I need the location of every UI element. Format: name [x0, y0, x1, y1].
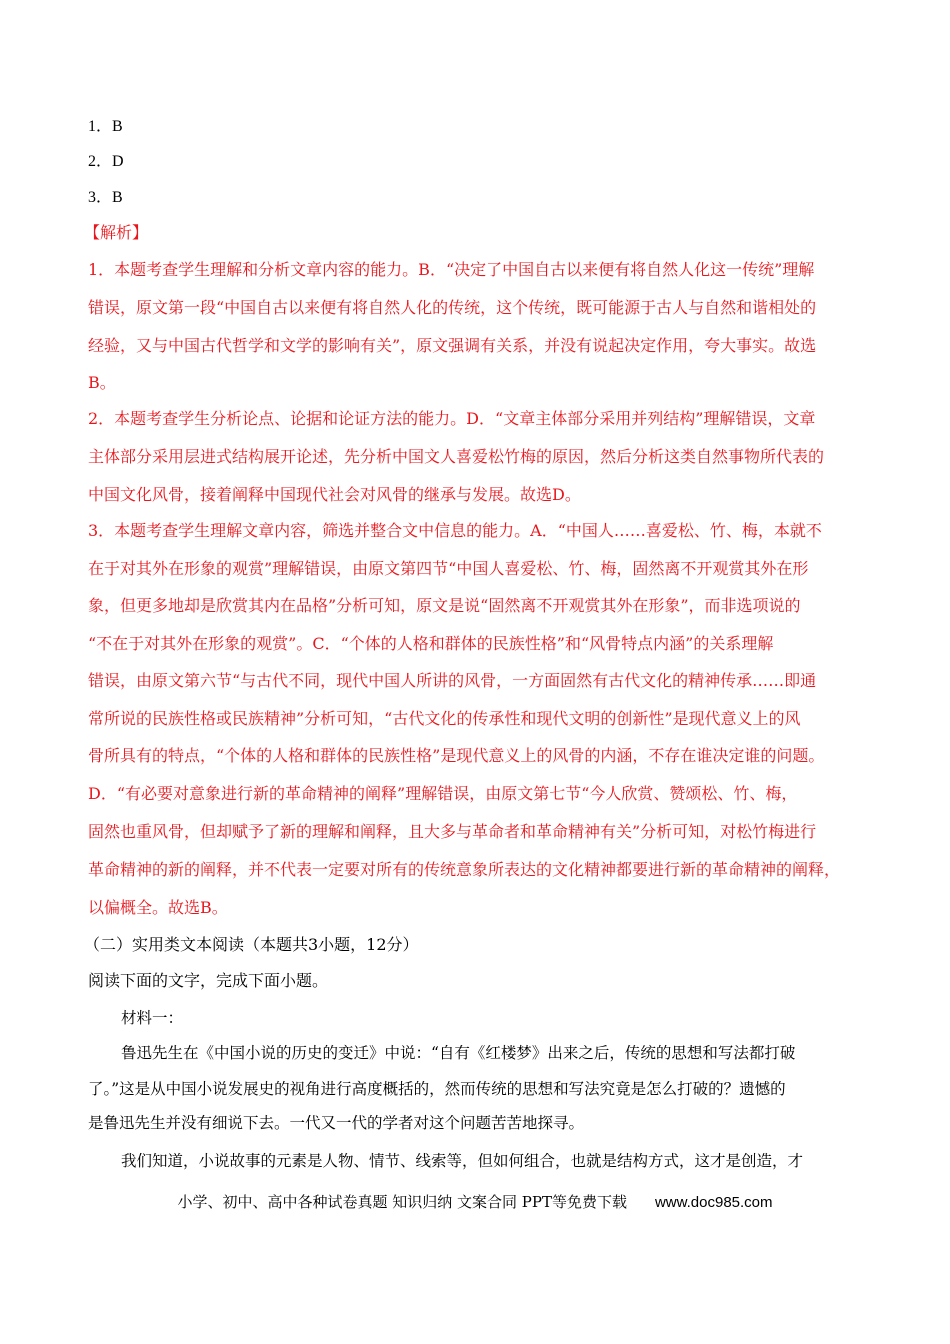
analysis-line: 中国文化风骨，接着阐释中国现代社会对风骨的继承与发展。故选D。: [88, 485, 581, 504]
answer-2: 2．D: [88, 153, 124, 170]
analysis-line: 错误，由原文第六节“与古代不同，现代中国人所讲的风骨，一方面固然有古代文化的精神传承……即通: [88, 671, 817, 690]
material-paragraph-line: 了。”这是从中国小说发展史的视角进行高度概括的，然而传统的思想和写法究竟是怎么打破的？遗憾的: [88, 1080, 786, 1098]
analysis-line: 以偏概全。故选B。: [88, 898, 228, 917]
analysis-heading: 【解析】: [84, 223, 149, 242]
analysis-line: 1．本题考查学生理解和分析文章内容的能力。B．“决定了中国自古以来便有将自然人化这一传统”理解: [88, 260, 815, 279]
analysis-line: 骨所具有的特点，“个体的人格和群体的民族性格”是现代意义上的风骨的内涵，不存在谁决定谁的问题。: [88, 746, 825, 765]
analysis-line: 在于对其外在形象的观赏”理解错误，由原文第四节“中国人喜爱松、竹、梅，固然离不开观赏其外在形: [88, 559, 809, 578]
section-heading: （二）实用类文本阅读（本题共3小题，12分）: [84, 935, 419, 954]
material-label: 材料一：: [121, 1009, 184, 1027]
analysis-line: 象，但更多地却是欣赏其内在品格”分析可知，原文是说“固然离不开观赏其外在形象”，而非选项说的: [88, 596, 801, 615]
analysis-line: “不在于对其外在形象的观赏”。C．“个体的人格和群体的民族性格”和“风骨特点内涵”的关系理解: [88, 634, 774, 653]
footer-text: 小学、初中、高中各种试卷真题 知识归纳 文案合同 PPT等免费下载: [177, 1193, 627, 1211]
analysis-line: D．“有必要对意象进行新的革命精神的阐释”理解错误，由原文第七节“今人欣赏、赞颂松、竹、梅，: [88, 784, 798, 803]
analysis-line: 主体部分采用层进式结构展开论述，先分析中国文人喜爱松竹梅的原因，然后分析这类自然事物所代表的: [88, 447, 825, 466]
analysis-line: 错误，原文第一段“中国自古以来便有将自然人化的传统，这个传统，既可能源于古人与自然和谐相处的: [88, 298, 817, 317]
analysis-line: 革命精神的新的阐释，并不代表一定要对所有的传统意象所表达的文化精神都要进行新的革命精神的阐释，: [88, 860, 841, 879]
page-footer: [0, 1191, 950, 1212]
footer-link[interactable]: www.doc985.com: [654, 1194, 773, 1211]
analysis-line: 常所说的民族性格或民族精神”分析可知，“古代文化的传承性和现代文明的创新性”是现代意义上的风: [88, 709, 801, 728]
material-paragraph-line: 是鲁迅先生并没有细说下去。一代又一代的学者对这个问题苦苦地探寻。: [88, 1114, 585, 1132]
analysis-line: 经验，又与中国古代哲学和文学的影响有关”，原文强调有关系，并没有说起决定作用，夸大事实。故选: [88, 336, 817, 355]
instruction-text: 阅读下面的文字，完成下面小题。: [88, 971, 329, 990]
analysis-line: 固然也重风骨，但却赋予了新的理解和阐释，且大多与革命者和革命精神有关”分析可知，对松竹梅进行: [88, 822, 817, 841]
material-paragraph-line: 我们知道，小说故事的元素是人物、情节、线索等，但如何组合，也就是结构方式，这才是创造，才: [121, 1152, 804, 1170]
material-paragraph-line: 鲁迅先生在《中国小说的历史的变迁》中说：“自有《红楼梦》出来之后，传统的思想和写法都打破: [121, 1044, 796, 1062]
analysis-line: 2．本题考查学生分析论点、论据和论证方法的能力。D．“文章主体部分采用并列结构”理解错误，文章: [88, 409, 816, 428]
answer-3: 3．B: [88, 189, 123, 206]
analysis-line: B。: [88, 373, 116, 392]
answer-1: 1．B: [88, 118, 123, 135]
analysis-line: 3．本题考查学生理解文章内容，筛选并整合文中信息的能力。A．“中国人……喜爱松、竹、梅，本就不: [88, 521, 822, 540]
